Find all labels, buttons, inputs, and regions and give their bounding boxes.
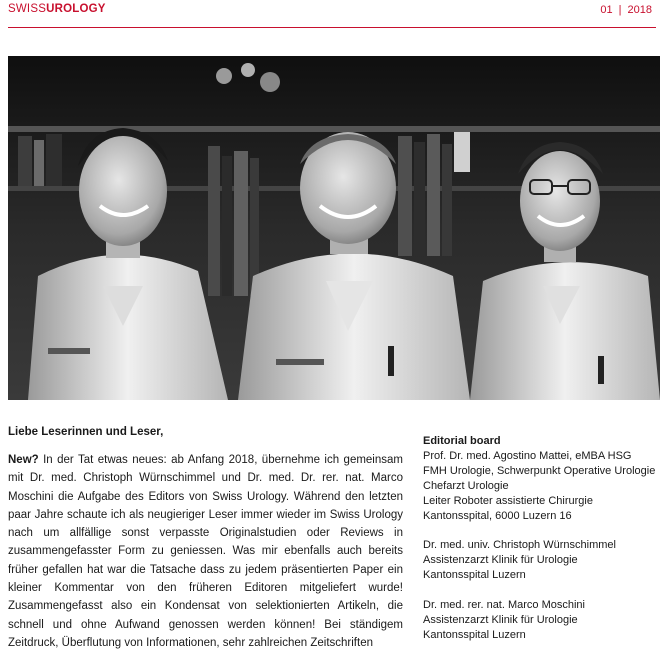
member-line: Kantonsspital Luzern [423,569,526,582]
photo-illustration [8,56,660,400]
member-line: Chefarzt Urologie [423,479,509,492]
member-line: Leiter Roboter assistierte Chirurgie [423,494,593,507]
board-member [423,449,659,524]
letter-lead: New? [8,454,39,466]
member-line: Dr. med. univ. Christoph Würnschimmel [423,539,616,552]
logo-prefix: SWISS [8,3,47,15]
issue-year: 2018 [627,4,652,16]
letter-body [8,451,403,652]
member-line: Kantonsspital Luzern [423,628,526,641]
header-rule [8,27,656,28]
editorial-letter [8,425,403,652]
photo-of-three-doctors [8,56,660,400]
member-line: Prof. Dr. med. Agostino Mattei, eMBA HSG [423,449,632,462]
issue-number [600,4,652,16]
issue-no: 01 [600,4,613,16]
member-line: FMH Urologie, Schwerpunkt Operative Urologie [423,464,656,477]
letter-body-text: In der Tat etwas neues: ab Anfang 2018, übernehme ich gemeinsam mit Dr. med. Christoph Würnschimmel und Dr. med. Dr. rer. nat. Marco Moschini die Aufgabe des Editors von Swiss Urology. Während den letzten paar Jahre schaute ich als neugieriger Leser immer wieder im Swiss Urology nach um allfällige sonst verpasste Originalstudien oder Reviews in zusammengefasster Form zu geniessen. Was mir ebenfalls auch bereits früher gefallen hat war die Tatsache dass zu jedem präsentierten Paper ein kleiner Kommentar von den früheren Editoren mitgeliefert wurde! Zusammengefasst also ein Kondensat von selektionierten Artikeln, die schnell und ohne Aufwand genossen werden können! Bei ständigem Zeitdruck, Überflutung von Informationen, sehr zahlreichen Zeitschriften [8,454,403,649]
board-member [423,538,659,583]
member-line: Dr. med. rer. nat. Marco Moschini [423,599,585,612]
logo-suffix: UROLOGY [46,3,106,15]
member-line: Kantonsspital, 6000 Luzern 16 [423,509,572,522]
member-line: Assistenzarzt Klinik für Urologie [423,614,578,627]
member-line: Assistenzarzt Klinik für Urologie [423,554,578,567]
page-header [0,0,664,30]
issue-separator: | [618,4,622,16]
journal-logo [8,3,106,15]
board-member [423,598,659,643]
editorial-board [423,434,659,657]
letter-greeting: Liebe Leserinnen und Leser, [8,426,164,438]
board-title: Editorial board [423,435,501,447]
